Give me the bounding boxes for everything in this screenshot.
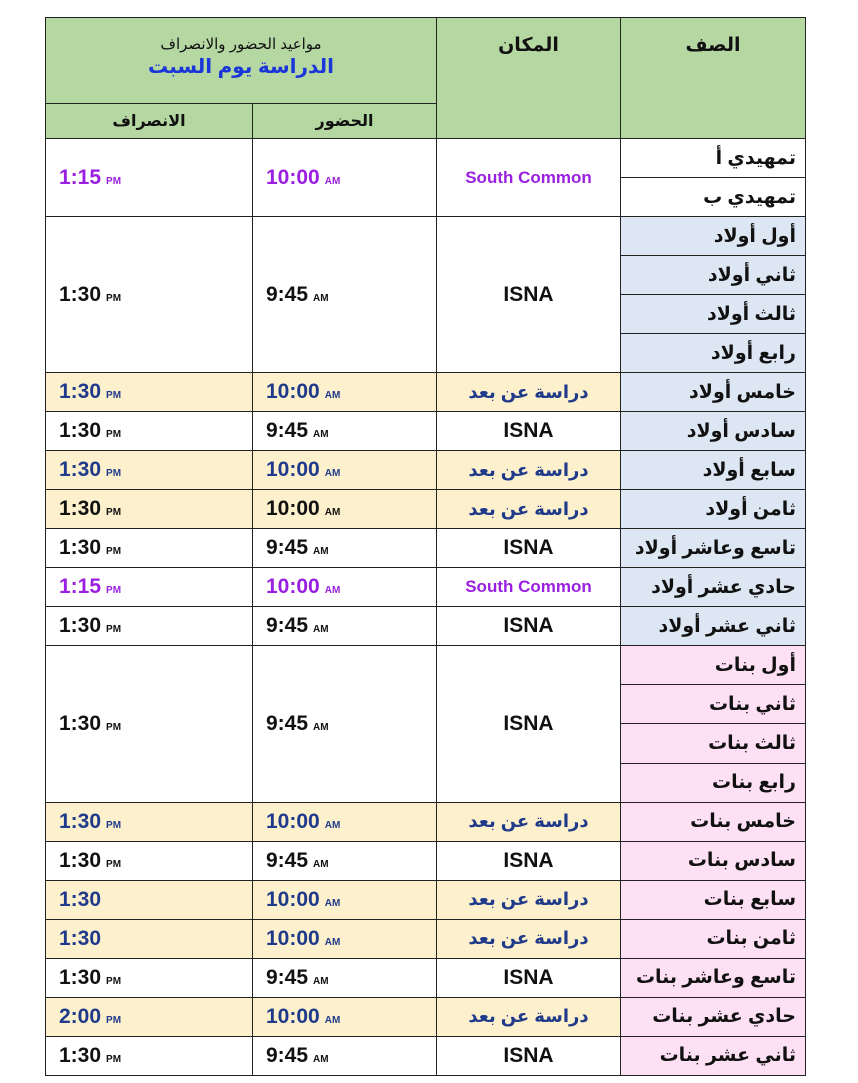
place-cell: South Common [437, 139, 621, 217]
attendance-header: الحضور [253, 104, 437, 139]
table-row [46, 217, 806, 256]
class-name-cell: ثاني عشر أولاد [621, 607, 806, 646]
attendance-time: 9:45 [266, 711, 309, 735]
attendance-time: 10:00 [266, 887, 320, 911]
attendance-time: 10:00 [266, 165, 320, 189]
place-cell: دراسة عن بعد [437, 451, 621, 490]
table-row [46, 919, 806, 958]
class-name-cell: سابع بنات [621, 880, 806, 919]
attendance-suffix: AM [313, 624, 329, 636]
class-name-cell: ثاني أولاد [621, 256, 806, 295]
place-cell: دراسة عن بعد [437, 919, 621, 958]
attendance-suffix: AM [324, 507, 341, 519]
attendance-time: 10:00 [266, 1004, 320, 1028]
attendance-cell [253, 802, 437, 841]
attendance-time: 9:45 [266, 614, 309, 638]
attendance-suffix: AM [324, 819, 341, 831]
place-cell: ISNA [437, 958, 621, 997]
attendance-suffix: AM [313, 858, 329, 870]
dismissal-suffix: PM [106, 858, 122, 870]
place-cell: دراسة عن بعد [437, 880, 621, 919]
dismissal-cell [46, 841, 253, 880]
attendance-cell [253, 1036, 437, 1075]
dismissal-time: 1:30 [59, 458, 102, 482]
attendance-time: 10:00 [266, 458, 320, 482]
attendance-time: 10:00 [266, 809, 320, 833]
place-cell: South Common [437, 568, 621, 607]
attendance-time: 10:00 [266, 575, 320, 599]
dismissal-time: 1:30 [59, 848, 102, 872]
dismissal-suffix: PM [106, 721, 122, 733]
attendance-cell [253, 412, 437, 451]
attendance-suffix: AM [313, 429, 329, 441]
place-cell: ISNA [437, 217, 621, 373]
attendance-suffix: AM [324, 936, 341, 948]
table-row [46, 568, 806, 607]
dismissal-cell [46, 529, 253, 568]
class-header: الصف [621, 18, 806, 139]
dismissal-suffix: PM [106, 624, 122, 636]
attendance-suffix: AM [324, 585, 341, 597]
attendance-suffix: AM [313, 721, 329, 733]
place-cell: ISNA [437, 1036, 621, 1075]
table-row [46, 802, 806, 841]
dismissal-suffix: PM [106, 429, 122, 441]
attendance-suffix: AM [313, 546, 329, 558]
attendance-suffix: AM [313, 292, 329, 304]
table-row [46, 607, 806, 646]
dismissal-suffix: PM [106, 819, 122, 831]
attendance-cell [253, 529, 437, 568]
dismissal-cell [46, 646, 253, 802]
dismissal-cell [46, 997, 253, 1036]
dismissal-time: 1:30 [59, 1043, 102, 1067]
schedule-title: مواعيد الحضور والانصراف [160, 36, 322, 53]
dismissal-cell [46, 919, 253, 958]
table-row [46, 373, 806, 412]
dismissal-time: 1:30 [59, 380, 102, 404]
dismissal-suffix: PM [106, 585, 122, 597]
class-name-cell: حادي عشر بنات [621, 997, 806, 1036]
dismissal-suffix: PM [106, 292, 122, 304]
attendance-cell [253, 997, 437, 1036]
place-cell: ISNA [437, 646, 621, 802]
dismissal-cell [46, 802, 253, 841]
dismissal-time: 1:30 [59, 497, 102, 521]
table-row [46, 997, 806, 1036]
attendance-cell [253, 607, 437, 646]
schedule-title-cell [46, 18, 437, 104]
dismissal-suffix: PM [106, 507, 122, 519]
dismissal-cell [46, 139, 253, 217]
attendance-cell [253, 217, 437, 373]
place-cell: دراسة عن بعد [437, 373, 621, 412]
class-name-cell: أول أولاد [621, 217, 806, 256]
attendance-suffix: AM [324, 1014, 341, 1026]
dismissal-cell [46, 880, 253, 919]
attendance-suffix: AM [324, 468, 341, 480]
dismissal-header: الانصراف [46, 104, 253, 139]
day-title: الدراسة يوم السبت [148, 56, 334, 78]
class-name-cell: سادس بنات [621, 841, 806, 880]
place-cell: دراسة عن بعد [437, 997, 621, 1036]
dismissal-time: 1:30 [59, 282, 102, 306]
dismissal-suffix: PM [106, 1053, 122, 1065]
attendance-time: 10:00 [266, 926, 320, 950]
attendance-cell [253, 919, 437, 958]
class-name-cell: خامس بنات [621, 802, 806, 841]
table-row [46, 1036, 806, 1075]
place-cell: ISNA [437, 841, 621, 880]
attendance-cell [253, 490, 437, 529]
attendance-suffix: AM [313, 1053, 329, 1065]
attendance-time: 9:45 [266, 965, 309, 989]
attendance-time: 9:45 [266, 419, 309, 443]
dismissal-suffix: PM [106, 546, 122, 558]
class-name-cell: ثالث أولاد [621, 295, 806, 334]
class-name-cell: سابع أولاد [621, 451, 806, 490]
class-name-cell: ثالث بنات [621, 724, 806, 763]
table-row [46, 412, 806, 451]
dismissal-time: 1:30 [59, 536, 102, 560]
attendance-time: 9:45 [266, 848, 309, 872]
table-row [46, 841, 806, 880]
class-name-cell: رابع أولاد [621, 334, 806, 373]
dismissal-cell [46, 607, 253, 646]
class-name-cell: تاسع وعاشر بنات [621, 958, 806, 997]
class-name-cell: ثامن أولاد [621, 490, 806, 529]
dismissal-cell [46, 217, 253, 373]
dismissal-suffix: PM [106, 468, 122, 480]
dismissal-cell [46, 373, 253, 412]
dismissal-time: 1:30 [59, 926, 102, 950]
attendance-time: 10:00 [266, 497, 320, 521]
table-row [46, 958, 806, 997]
table-row [46, 646, 806, 685]
attendance-cell [253, 139, 437, 217]
attendance-cell [253, 958, 437, 997]
dismissal-cell [46, 958, 253, 997]
attendance-cell [253, 373, 437, 412]
dismissal-cell [46, 451, 253, 490]
header-row-top [46, 18, 806, 104]
attendance-suffix: AM [313, 975, 329, 987]
attendance-suffix: AM [324, 175, 341, 187]
attendance-cell [253, 646, 437, 802]
dismissal-suffix: PM [106, 390, 122, 402]
table-row [46, 490, 806, 529]
dismissal-cell [46, 412, 253, 451]
attendance-cell [253, 451, 437, 490]
dismissal-time: 1:30 [59, 711, 102, 735]
dismissal-cell [46, 568, 253, 607]
place-cell: دراسة عن بعد [437, 490, 621, 529]
attendance-time: 10:00 [266, 380, 320, 404]
table-row [46, 529, 806, 568]
attendance-cell [253, 841, 437, 880]
attendance-cell [253, 568, 437, 607]
dismissal-time: 1:30 [59, 419, 102, 443]
class-name-cell: تمهيدي أ [621, 139, 806, 178]
place-cell: دراسة عن بعد [437, 802, 621, 841]
attendance-time: 9:45 [266, 282, 309, 306]
dismissal-cell [46, 490, 253, 529]
class-name-cell: ثاني بنات [621, 685, 806, 724]
attendance-time: 9:45 [266, 536, 309, 560]
dismissal-cell [46, 1036, 253, 1075]
dismissal-suffix: PM [106, 1014, 122, 1026]
table-row [46, 139, 806, 178]
place-header: المكان [437, 18, 621, 139]
class-name-cell: حادي عشر أولاد [621, 568, 806, 607]
dismissal-suffix: PM [106, 175, 122, 187]
class-name-cell: ثامن بنات [621, 919, 806, 958]
dismissal-time: 1:15 [59, 575, 102, 599]
attendance-suffix: AM [324, 897, 341, 909]
class-name-cell: رابع بنات [621, 763, 806, 802]
place-cell: ISNA [437, 607, 621, 646]
place-cell: ISNA [437, 529, 621, 568]
dismissal-time: 1:30 [59, 965, 102, 989]
class-name-cell: تاسع وعاشر أولاد [621, 529, 806, 568]
attendance-suffix: AM [324, 390, 341, 402]
class-name-cell: سادس أولاد [621, 412, 806, 451]
place-cell: ISNA [437, 412, 621, 451]
attendance-time: 9:45 [266, 1043, 309, 1067]
table-row [46, 880, 806, 919]
class-name-cell: تمهيدي ب [621, 178, 806, 217]
class-name-cell: أول بنات [621, 646, 806, 685]
dismissal-time: 1:30 [59, 614, 102, 638]
schedule-body [46, 18, 806, 1076]
dismissal-time: 1:30 [59, 887, 102, 911]
class-name-cell: ثاني عشر بنات [621, 1036, 806, 1075]
table-row [46, 451, 806, 490]
dismissal-time: 1:30 [59, 809, 102, 833]
dismissal-suffix: PM [106, 975, 122, 987]
schedule-table [45, 17, 806, 1076]
attendance-cell [253, 880, 437, 919]
dismissal-time: 2:00 [59, 1004, 102, 1028]
class-name-cell: خامس أولاد [621, 373, 806, 412]
dismissal-time: 1:15 [59, 165, 102, 189]
